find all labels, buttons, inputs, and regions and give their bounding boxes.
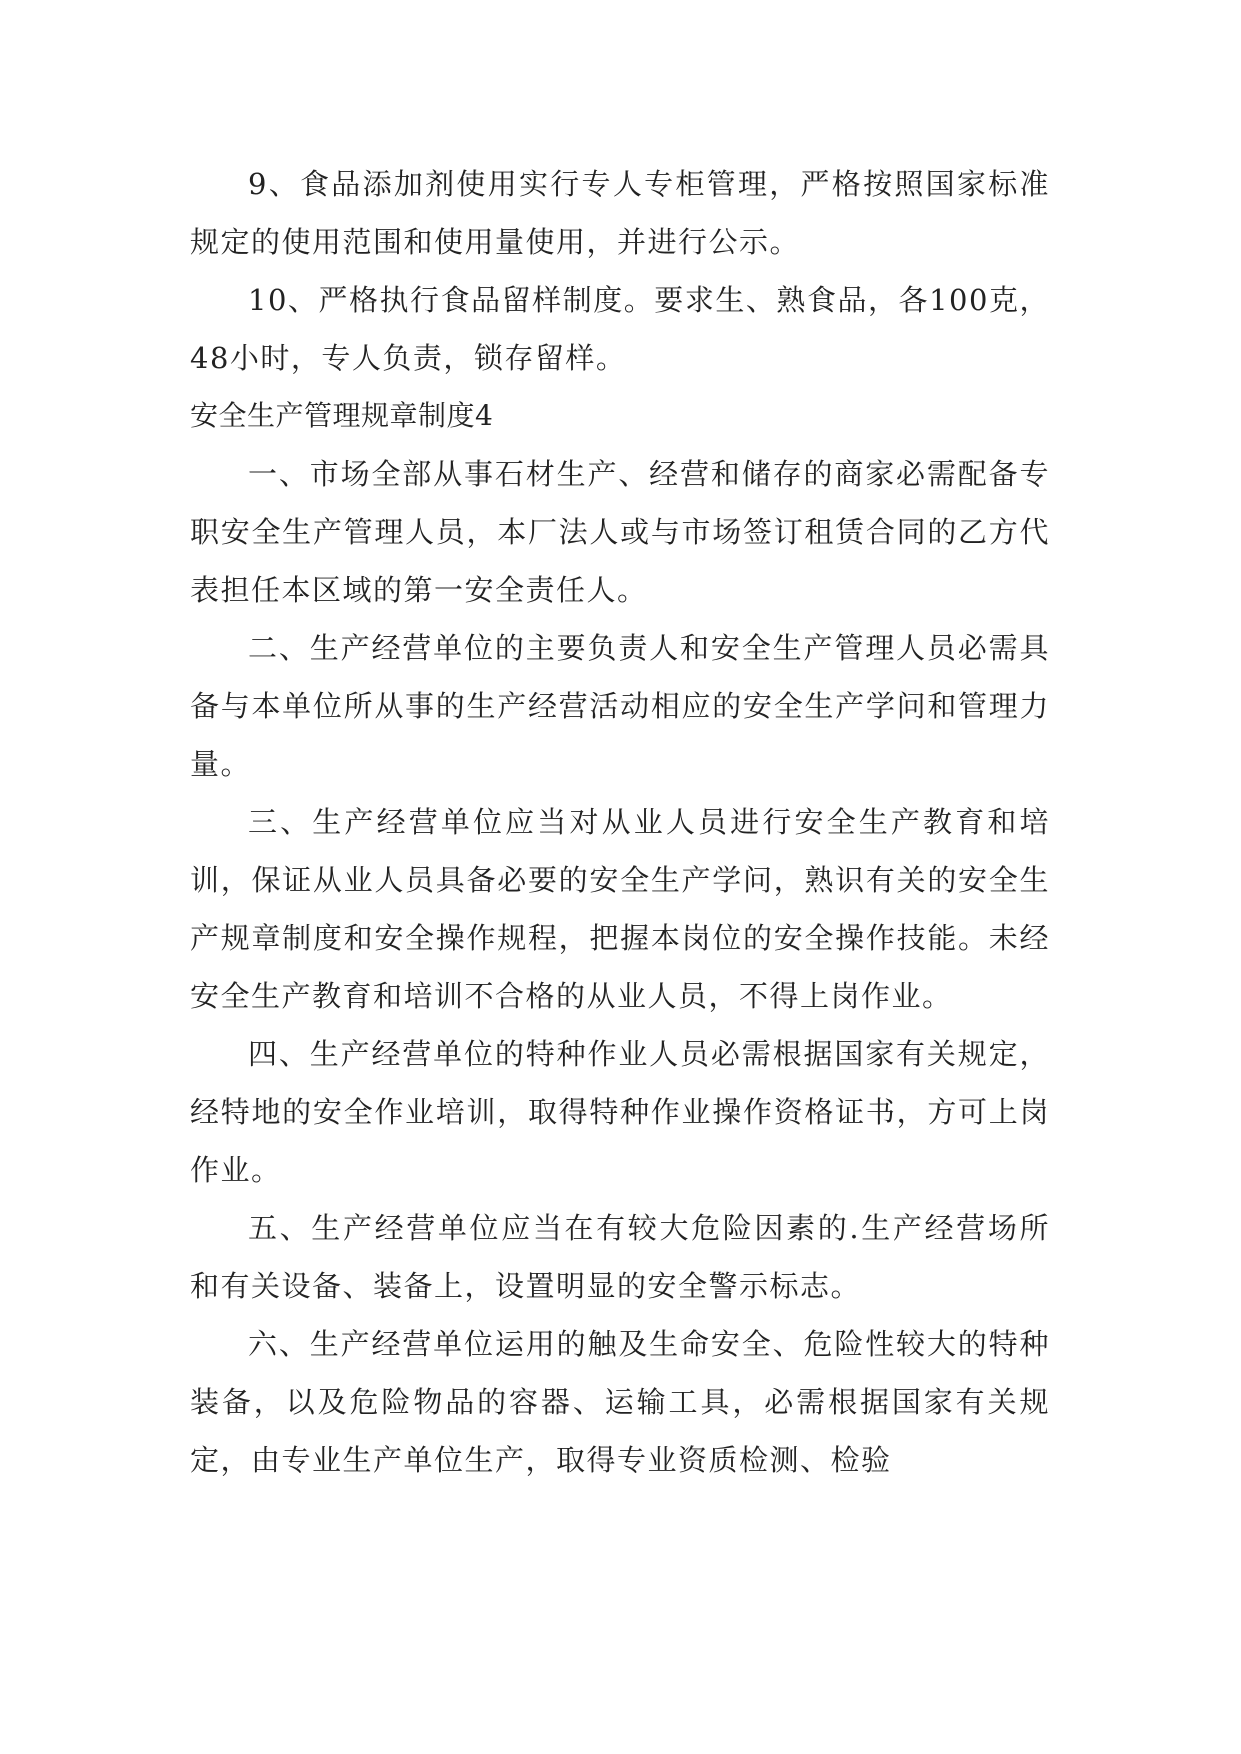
paragraph-food-sample: 10、严格执行食品留样制度。要求生、熟食品，各100克，48小时，专人负责，锁存留样。 xyxy=(190,283,1050,375)
paragraph-item-5: 五、生产经营单位应当在有较大危险因素的.生产经营场所和有关设备、装备上，设置明显的安全警示标志。 xyxy=(190,1211,1050,1303)
paragraph-item-2: 二、生产经营单位的主要负责人和安全生产管理人员必需具备与本单位所从事的生产经营活动相应的安全生产学问和管理力量。 xyxy=(190,631,1050,781)
paragraph-item-3: 三、生产经营单位应当对从业人员进行安全生产教育和培训，保证从业人员具备必要的安全生产学问，熟识有关的安全生产规章制度和安全操作规程，把握本岗位的安全操作技能。未经安全生产教育和培训不合格的从业人员，不得上岗作业。 xyxy=(190,805,1050,1013)
paragraph-item-1: 一、市场全部从事石材生产、经营和储存的商家必需配备专职安全生产管理人员，本厂法人或与市场签订租赁合同的乙方代表担任本区域的第一安全责任人。 xyxy=(190,457,1050,607)
paragraph-item-6: 六、生产经营单位运用的触及生命安全、危险性较大的特种装备，以及危险物品的容器、运输工具，必需根据国家有关规定，由专业生产单位生产，取得专业资质检测、检验 xyxy=(190,1327,1050,1477)
paragraph-food-additive: 9、食品添加剂使用实行专人专柜管理，严格按照国家标准规定的使用范围和使用量使用，并进行公示。 xyxy=(190,167,1050,259)
paragraph-item-4: 四、生产经营单位的特种作业人员必需根据国家有关规定，经特地的安全作业培训，取得特种作业操作资格证书，方可上岗作业。 xyxy=(190,1037,1050,1187)
section-heading: 安全生产管理规章制度4 xyxy=(190,399,494,432)
document-body xyxy=(190,155,1050,1489)
